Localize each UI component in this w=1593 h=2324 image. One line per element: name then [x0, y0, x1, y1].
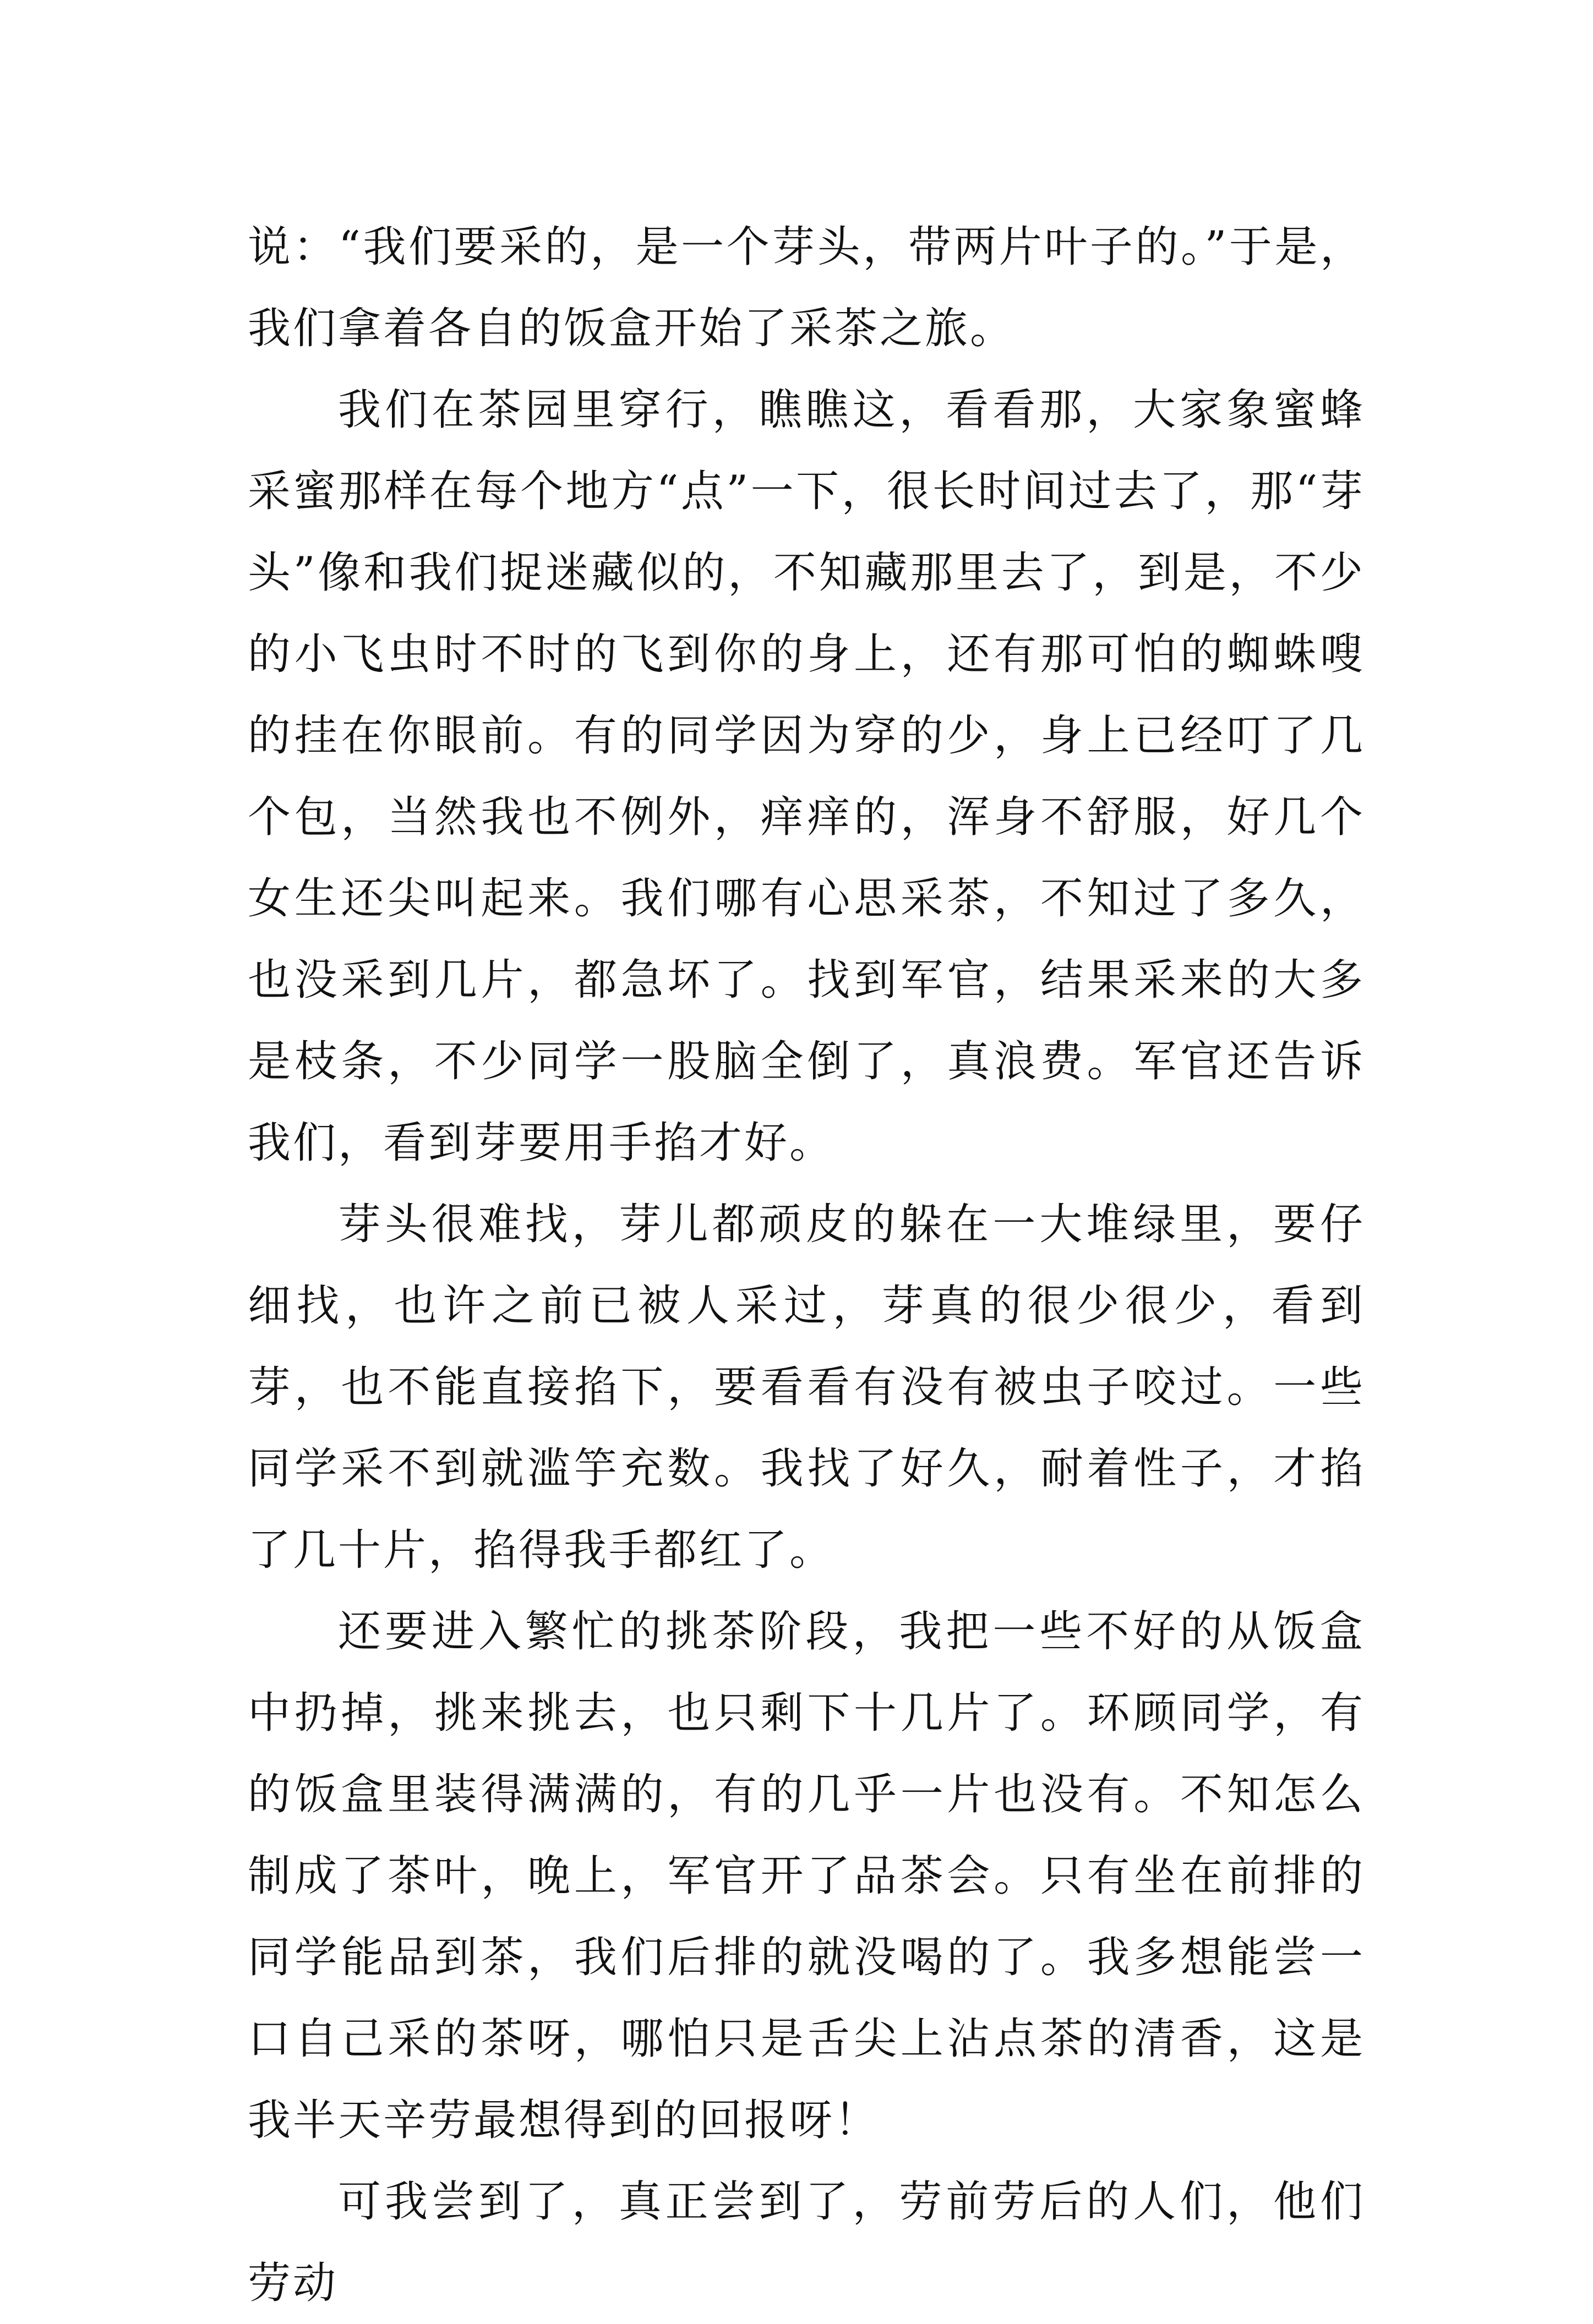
paragraph-3: 芽头很难找，芽儿都顽皮的躲在一大堆绿里，要仔细找，也许之前已被人采过，芽真的很少很少，看到芽，也不能直接掐下，要看看有没有被虫子咬过。一些同学采不到就滥竽充数。我找了好久，耐着性子，才掐了几十片，掐得我手都红了。: [248, 1200, 1365, 1575]
document-body: [248, 206, 1365, 2324]
paragraph-2: 我们在茶园里穿行，瞧瞧这，看看那，大家象蜜蜂采蜜那样在每个地方“点”一下，很长时间过去了，那“芽头”像和我们捉迷藏似的，不知藏那里去了，到是，不少的小飞虫时不时的飞到你的身上，还有那可怕的蜘蛛嗖的挂在你眼前。有的同学因为穿的少，身上已经叮了几个包，当然我也不例外，痒痒的，浑身不舒服，好几个女生还尖叫起来。我们哪有心思采茶，不知过了多久，也没采到几片，都急坏了。找到军官，结果采来的大多是枝条，不少同学一股脑全倒了，真浪费。军官还告诉我们，看到芽要用手掐才好。: [248, 385, 1365, 1168]
paragraph-5: 可我尝到了，真正尝到了，劳前劳后的人们，他们劳动: [248, 2177, 1365, 2308]
paragraph-1: 说：“我们要采的，是一个芽头，带两片叶子的。”于是，我们拿着各自的饭盒开始了采茶之旅。: [248, 222, 1365, 353]
paragraph-4: 还要进入繁忙的挑茶阶段，我把一些不好的从饭盒中扔掉，挑来挑去，也只剩下十几片了。环顾同学，有的饭盒里装得满满的，有的几乎一片也没有。不知怎么制成了茶叶，晚上，军官开了品茶会。只有坐在前排的同学能品到茶，我们后排的就没喝的了。我多想能尝一口自己采的茶呀，哪怕只是舌尖上沾点茶的清香，这是我半天辛劳最想得到的回报呀！: [248, 1607, 1365, 2145]
